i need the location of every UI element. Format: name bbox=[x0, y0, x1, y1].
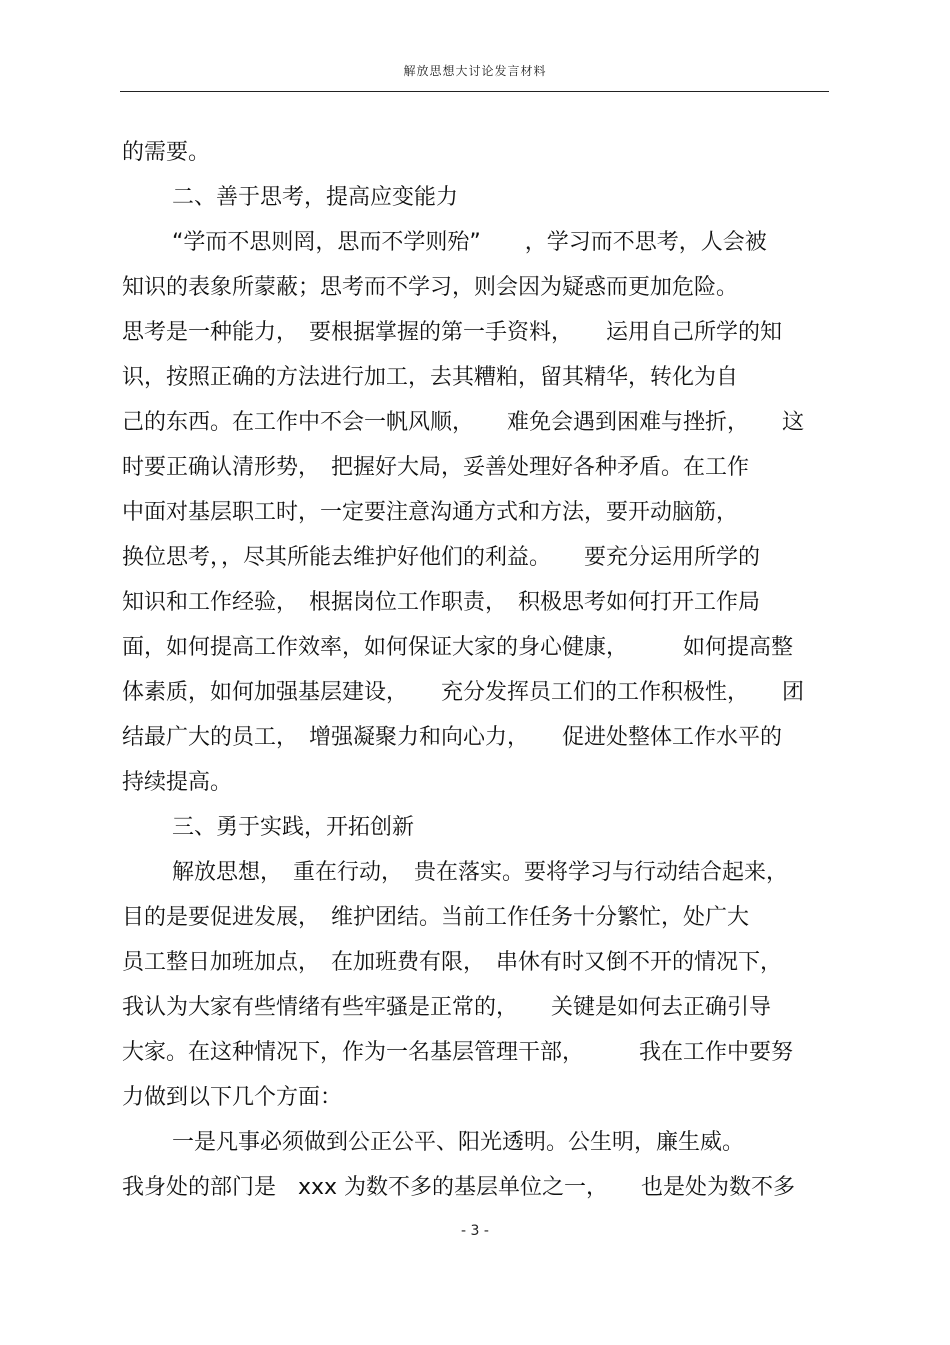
text-line: 持续提高。 bbox=[122, 770, 233, 795]
text-line: 面，如何提高工作效率，如何保证大家的身心健康， 如何提高整 bbox=[122, 635, 794, 660]
text-line: 目的是要促进发展， 维护团结。当前工作任务十分繁忙，处广大 bbox=[122, 905, 750, 930]
text-line: 时要正确认清形势， 把握好大局，妥善处理好各种矛盾。在工作 bbox=[122, 455, 750, 480]
section-heading: 三、勇于实践，开拓创新 bbox=[172, 815, 415, 840]
header-divider bbox=[120, 91, 829, 92]
text-line: “学而不思则罔，思而不学则殆” ，学习而不思考，人会被 bbox=[172, 230, 767, 255]
text-line: 我认为大家有些情绪有些牢骚是正常的， 关键是如何去正确引导 bbox=[122, 995, 772, 1020]
page-header-title: 解放思想大讨论发言材料 bbox=[403, 64, 547, 78]
text-line: 思考是一种能力， 要根据掌握的第一手资料， 运用自己所学的知 bbox=[122, 320, 783, 345]
text-line: 的需要。 bbox=[122, 140, 211, 165]
text-line: 体素质，如何加强基层建设， 充分发挥员工们的工作积极性， 团 bbox=[122, 680, 805, 705]
text-line: 中面对基层职工时，一定要注意沟通方式和方法，要开动脑筋， bbox=[122, 500, 739, 525]
section-heading: 二、善于思考，提高应变能力 bbox=[172, 185, 459, 210]
text-line: 力做到以下几个方面： bbox=[122, 1085, 343, 1110]
page-number: - 3 - bbox=[461, 1223, 489, 1239]
text-line: 结最广大的员工， 增强凝聚力和向心力， 促进处整体工作水平的 bbox=[122, 725, 783, 750]
text-line: 换位思考，，尽其所能去维护好他们的利益。 要充分运用所学的 bbox=[122, 545, 761, 570]
text-line: 识，按照正确的方法进行加工，去其糟粕，留其精华，转化为自 bbox=[122, 365, 739, 390]
text-line: 员工整日加班加点， 在加班费有限， 串休有时又倒不开的情况下， bbox=[122, 950, 783, 975]
text-line: 知识和工作经验， 根据岗位工作职责， 积极思考如何打开工作局 bbox=[122, 590, 761, 615]
text-line: 解放思想， 重在行动， 贵在落实。要将学习与行动结合起来， bbox=[172, 860, 789, 885]
text-line: 我身处的部门是 xxx 为数不多的基层单位之一， 也是处为数不多 bbox=[122, 1175, 796, 1200]
text-line: 一是凡事必须做到公正公平、阳光透明。公生明，廉生威。 bbox=[172, 1130, 745, 1155]
text-line: 己的东西。在工作中不会一帆风顺， 难免会遇到困难与挫折， 这 bbox=[122, 410, 805, 435]
text-line: 大家。在这种情况下，作为一名基层管理干部， 我在工作中要努 bbox=[122, 1040, 794, 1065]
text-line: 知识的表象所蒙蔽；思考而不学习，则会因为疑惑而更加危险。 bbox=[122, 275, 739, 300]
